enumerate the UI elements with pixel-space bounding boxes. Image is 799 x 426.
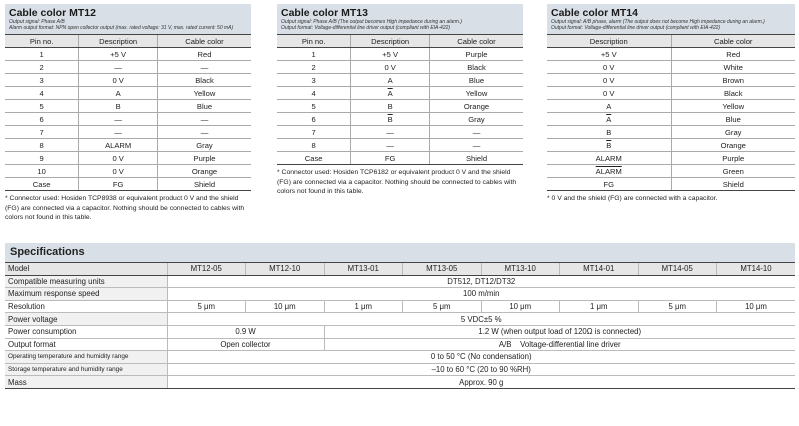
description-cell: ALARM [79,139,158,152]
table-row [277,61,523,74]
color-cell: Yellow [158,87,251,100]
description-cell: B [79,100,158,113]
table-row [277,87,523,100]
pin-cell: Case [277,152,351,165]
model-cell: MT14-01 [560,263,639,276]
pin-cell: 2 [277,61,351,74]
pin-cell: Case [5,178,79,191]
resolution-cell: 10 μm [717,300,796,313]
table-row [5,48,251,61]
color-cell: Blue [671,113,795,126]
color-cell: Blue [430,74,523,87]
column-header: Cable color [430,35,523,48]
description-cell: +5 V [547,48,671,61]
description-cell: A [351,74,430,87]
mt12-subtitle-2: Alarm output format: NPN open collector output (max. rated voltage: 31 V, max. rated current: 50 mA) [9,25,234,31]
description-cell: A [547,100,671,113]
description-cell: 0 V [547,74,671,87]
resolution-cell: 5 μm [167,300,246,313]
cable-color-mt12-panel [5,4,251,223]
mt13-subtitle-2: Output format: Voltage-differential line driver output (compliant with EIA-422) [281,25,451,31]
table-header-row [277,35,523,48]
description-cell: FG [351,152,430,165]
color-cell: Purple [671,152,795,165]
mt13-footnote: * Connector used: Hosiden TCP6182 or equivalent product 0 V and the shield (FG) are connected via a capacitor. Nothing should be connected to cables with colors not found in this table. [277,169,517,195]
power-voltage-row [5,313,795,326]
resolution-row [5,300,795,313]
mass-value: Approx. 90 g [167,376,795,389]
resolution-cell: 5 μm [638,300,717,313]
color-cell: Yellow [671,100,795,113]
description-cell: +5 V [79,48,158,61]
table-row [5,178,251,191]
resolution-cell: 10 μm [246,300,325,313]
description-cell: B [547,126,671,139]
table-row [277,113,523,126]
output-format-row [5,338,795,351]
table-row [547,74,795,87]
mt13-title: Cable color MT13 [281,7,368,19]
table-header-row [5,35,251,48]
table-row [547,61,795,74]
description-cell-inverted [351,113,430,126]
mt13-table [277,34,523,165]
color-cell: Shield [158,178,251,191]
color-cell: Gray [158,139,251,152]
table-row [5,61,251,74]
pin-cell: 2 [5,61,79,74]
storage-temp-label: Storage temperature and humidity range [5,363,167,376]
pin-cell: 9 [5,152,79,165]
description-cell: 0 V [79,152,158,165]
color-cell: White [671,61,795,74]
max-speed-value: 100 m/min [167,288,795,301]
color-cell: Red [158,48,251,61]
table-row [547,139,795,152]
column-header: Description [79,35,158,48]
color-cell: Purple [430,48,523,61]
column-header: Pin no. [277,35,351,48]
description-cell: 0 V [79,165,158,178]
mt14-table [547,34,795,191]
resolution-label: Resolution [5,300,167,313]
description-cell-inverted [547,113,671,126]
column-header: Cable color [158,35,251,48]
power-voltage-label: Power voltage [5,313,167,326]
description-cell: — [79,113,158,126]
power-consumption-mt12: 0.9 W [167,325,324,338]
table-row [547,126,795,139]
pin-cell: 3 [5,74,79,87]
color-cell: Orange [671,139,795,152]
color-cell: Green [671,165,795,178]
mt14-footnote: * 0 V and the shield (FG) are connected with a capacitor. [547,195,718,202]
pin-cell: 7 [5,126,79,139]
mt13-header [277,4,523,34]
resolution-cell: 1 μm [324,300,403,313]
max-speed-row [5,288,795,301]
table-row [5,87,251,100]
specifications-section [5,243,795,389]
color-cell: Brown [671,74,795,87]
pin-cell: 1 [5,48,79,61]
pin-cell: 7 [277,126,351,139]
operating-temp-label: Operating temperature and humidity range [5,351,167,364]
color-cell: — [430,139,523,152]
description-cell: FG [79,178,158,191]
resolution-cell: 1 μm [560,300,639,313]
power-consumption-row [5,325,795,338]
model-row [5,263,795,276]
inverted-signal-label: $\overline{A}$ [606,114,612,124]
table-row [5,139,251,152]
model-cell: MT14-10 [717,263,796,276]
model-cell: MT14-05 [638,263,717,276]
compatible-label: Compatible measuring units [5,275,167,288]
color-cell: Orange [158,165,251,178]
mt13-subtitle-1: Output signal: Phase A/B (The output becomes High impedance during an alarm.) [281,19,463,25]
table-row [5,126,251,139]
cable-color-mt13-panel [277,4,523,197]
column-header: Description [351,35,430,48]
resolution-cell: 10 μm [481,300,560,313]
description-cell: — [79,61,158,74]
compatible-value: DT512, DT12/DT32 [167,275,795,288]
table-row [5,113,251,126]
column-header: Description [547,35,671,48]
mt12-subtitle-1: Output signal: Phase A/B [9,19,65,25]
storage-temp-row [5,363,795,376]
model-cell: MT13-01 [324,263,403,276]
color-cell: Purple [158,152,251,165]
inverted-signal-label: ALARM [595,166,622,176]
pin-cell: 8 [277,139,351,152]
color-cell: Red [671,48,795,61]
power-consumption-label: Power consumption [5,325,167,338]
model-cell: MT12-10 [246,263,325,276]
pin-cell: 3 [277,74,351,87]
pin-cell: 4 [277,87,351,100]
inverted-signal-label: $\overline{B}$ [606,140,612,150]
mt12-title: Cable color MT12 [9,7,96,19]
description-cell: 0 V [547,61,671,74]
table-row [277,48,523,61]
color-cell: Black [158,74,251,87]
pin-cell: 1 [277,48,351,61]
specifications-title: Specifications [5,243,795,262]
color-cell: — [158,61,251,74]
column-header: Pin no. [5,35,79,48]
color-cell: Black [430,61,523,74]
model-label: Model [5,263,167,276]
inverted-signal-label: $\overline{A}$ [387,88,393,98]
description-cell: — [351,139,430,152]
color-cell: Black [671,87,795,100]
table-row [547,152,795,165]
resolution-cell: 5 μm [403,300,482,313]
mt12-footnote: * Connector used: Hosiden TCP8938 or equivalent product 0 V and the shield (FG) are connected via a capacitor. Nothing should be connected to cables with colors not found in this table. [5,195,245,221]
cable-color-mt14-panel [547,4,795,204]
table-header-row [547,35,795,48]
table-row [547,48,795,61]
table-row [277,152,523,165]
mass-label: Mass [5,376,167,389]
description-cell-inverted [351,87,430,100]
table-row [547,178,795,191]
description-cell: FG [547,178,671,191]
model-cell: MT13-05 [403,263,482,276]
description-cell-inverted [547,165,671,178]
description-cell: 0 V [351,61,430,74]
color-cell: Gray [430,113,523,126]
max-speed-label: Maximum response speed [5,288,167,301]
output-format-mt12: Open collector [167,338,324,351]
description-cell: ALARM [547,152,671,165]
table-row [5,165,251,178]
power-consumption-mt13-mt14: 1.2 W (when output load of 120Ω is connected) [324,325,795,338]
mt12-table [5,34,251,191]
description-cell: 0 V [547,87,671,100]
description-cell: A [79,87,158,100]
color-cell: — [430,126,523,139]
table-row [5,152,251,165]
mt12-header [5,4,251,34]
description-cell: — [79,126,158,139]
mt14-header [547,4,795,34]
description-cell: — [351,126,430,139]
table-row [547,87,795,100]
pin-cell: 6 [277,113,351,126]
table-row [277,139,523,152]
table-row [547,113,795,126]
model-cell: MT13-10 [481,263,560,276]
pin-cell: 5 [277,100,351,113]
color-cell: Blue [158,100,251,113]
model-cell: MT12-05 [167,263,246,276]
table-row [5,100,251,113]
color-cell: Shield [430,152,523,165]
pin-cell: 8 [5,139,79,152]
color-cell: Orange [430,100,523,113]
specifications-table [5,262,795,389]
table-row [547,165,795,178]
color-cell: Gray [671,126,795,139]
description-cell: B [351,100,430,113]
pin-cell: 10 [5,165,79,178]
power-voltage-value: 5 VDC±5 % [167,313,795,326]
table-row [277,74,523,87]
mt14-subtitle-1: Output signal: A/B phase, alarm (The output does not become High impedance during an alarm.) [551,19,765,25]
color-cell: Yellow [430,87,523,100]
color-cell: — [158,126,251,139]
color-cell: Shield [671,178,795,191]
description-cell-inverted [547,139,671,152]
pin-cell: 5 [5,100,79,113]
compatible-row [5,275,795,288]
mass-row [5,376,795,389]
output-format-label: Output format [5,338,167,351]
inverted-signal-label: $\overline{B}$ [387,114,393,124]
pin-cell: 4 [5,87,79,100]
output-format-mt13-mt14: A/B Voltage-differential line driver [324,338,795,351]
column-header: Cable color [671,35,795,48]
storage-temp-value: –10 to 60 °C (20 to 90 %RH) [167,363,795,376]
description-cell: +5 V [351,48,430,61]
pin-cell: 6 [5,113,79,126]
description-cell: 0 V [79,74,158,87]
mt14-title: Cable color MT14 [551,7,638,19]
table-row [547,100,795,113]
table-row [277,100,523,113]
operating-temp-row [5,351,795,364]
table-row [5,74,251,87]
operating-temp-value: 0 to 50 °C (No condensation) [167,351,795,364]
mt14-subtitle-2: Output format: Voltage-differential line driver output (compliant with EIA-422) [551,25,721,31]
table-row [277,126,523,139]
color-cell: — [158,113,251,126]
